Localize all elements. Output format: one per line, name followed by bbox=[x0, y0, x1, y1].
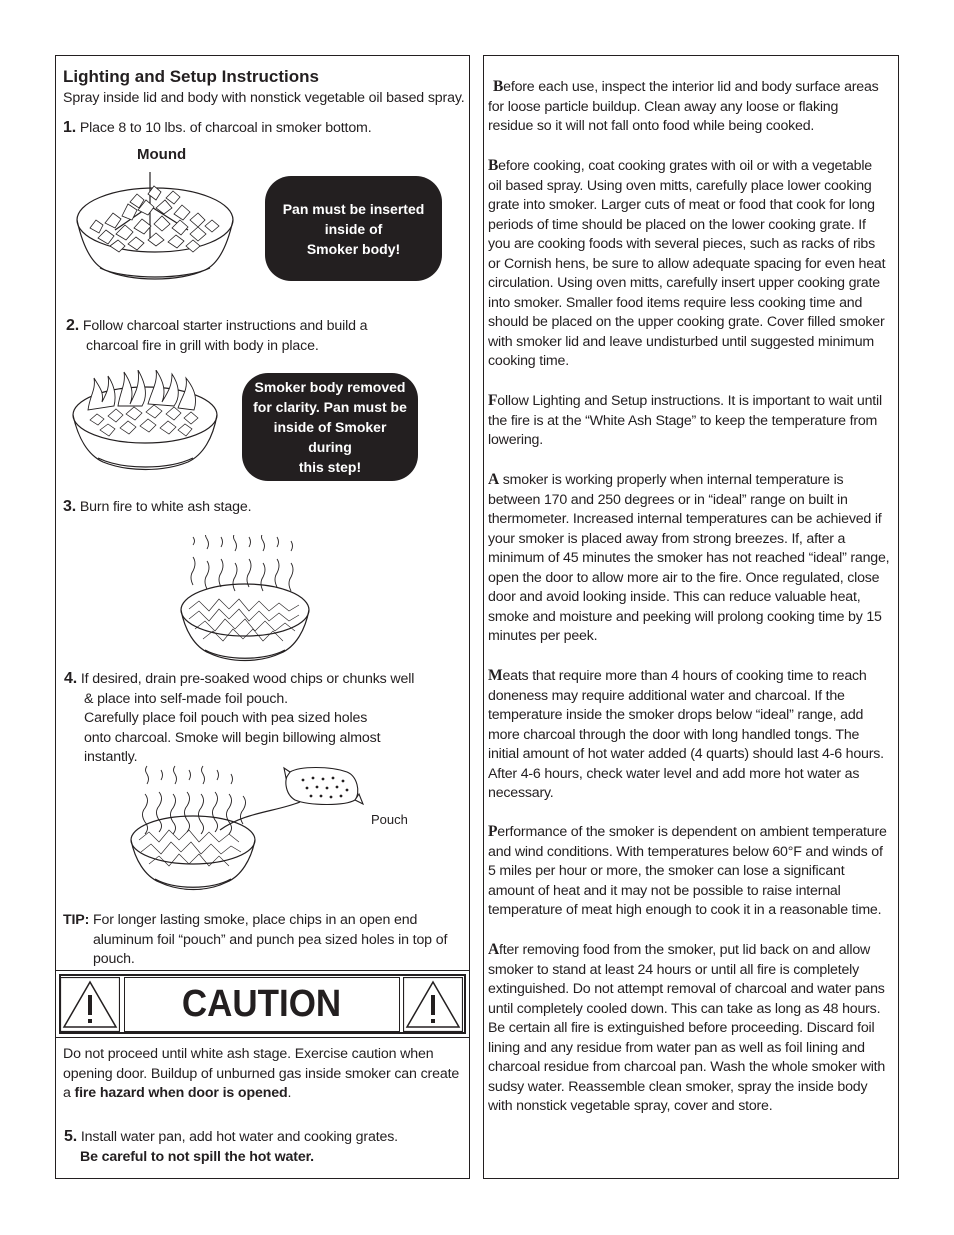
mound-label: Mound bbox=[137, 146, 187, 163]
caution-text: Do not proceed until white ash stage. Exercise caution when opening door. Buildup of unburned gas inside smoker can create a fire hazard when door is opened. bbox=[63, 1046, 460, 1101]
step-4 bbox=[64, 669, 414, 768]
step-5 bbox=[64, 1127, 398, 1167]
paragraph-working-properly: A smoker is working properly when internal temperature is between 170 and 250 degrees or in “ideal” range on built in thermometer. Increased internal temperatures can be achieved if your smoker is placed away from strong breezes. If, after a minimum of 45 minutes the smoker has not reached “ideal” range, open the door to allow more air to the fire. Once regulated, close door and avoid looking inside. This can reduce valuable heat, smoke and moisture and peeking will prolong cooking time by 15 minutes per peek. bbox=[488, 471, 890, 644]
paragraph-follow-setup: Follow Lighting and Setup instructions. It is important to wait until the fire is at the “White Ash Stage” to keep the temperature from lowering. bbox=[488, 392, 882, 448]
step-text-line1: Follow charcoal starter instructions and build a bbox=[82, 318, 368, 334]
step-text-line3: Carefully place foil pouch with pea sized holes bbox=[84, 710, 368, 726]
callout-smoker-body-removed: Smoker body removed for clarity. Pan must be inside of Smoker during this step! bbox=[242, 373, 418, 481]
step-number: 1. bbox=[63, 119, 77, 136]
step-text: Place 8 to 10 lbs. of charcoal in smoker bottom. bbox=[79, 120, 372, 136]
tip-text-line3: pouch. bbox=[93, 951, 135, 967]
section-title: Lighting and Setup Instructions bbox=[63, 67, 319, 86]
tip-text-line2: aluminum foil “pouch” and punch pea sized holes in top of bbox=[93, 931, 448, 948]
step-number: 4. bbox=[64, 670, 78, 687]
white-ash-illustration bbox=[175, 535, 315, 670]
tip-text-line1: For longer lasting smoke, place chips in an open end bbox=[93, 912, 418, 928]
step-text: Install water pan, add hot water and cooking grates. bbox=[80, 1129, 398, 1145]
warning-icon bbox=[403, 977, 463, 1032]
paragraph-performance: Performance of the smoker is dependent on ambient temperature and wind conditions. With temperatures below 60°F and winds of 5 miles per hour or more, the smoker can lose a significant amount of heat and it may not be possible to raise internal temperature of meat high enough to cook it in a reasonable time. bbox=[488, 823, 887, 918]
step-1 bbox=[63, 118, 372, 139]
foil-pouch-illustration bbox=[125, 762, 370, 902]
charcoal-fire-illustration bbox=[68, 370, 223, 475]
caution-title-box bbox=[124, 977, 400, 1032]
step-text-line4: onto charcoal. Smoke will begin billowing almost bbox=[84, 729, 381, 746]
caution-title: CAUTION bbox=[182, 983, 342, 1025]
step-number: 5. bbox=[64, 1128, 78, 1145]
step-text: Burn fire to white ash stage. bbox=[79, 499, 252, 515]
step-text-line5: instantly. bbox=[84, 749, 138, 765]
step-text-line2: & place into self-made foil pouch. bbox=[84, 690, 288, 707]
step-3 bbox=[63, 497, 251, 518]
pouch-label: Pouch bbox=[371, 812, 408, 827]
paragraph-meats: Meats that require more than 4 hours of cooking time to reach doneness may require additional water and charcoal. If the temperature inside the smoker drops below “ideal” range, add more charcoal through the door with long handled tongs. The initial amount of hot water added (4 quarts) should last 4-6 hours. After 4-6 hours, check water level and add more hot water as necessary. bbox=[488, 667, 884, 801]
charcoal-mound-illustration bbox=[70, 168, 240, 288]
warning-icon bbox=[60, 977, 120, 1032]
step-text-line2: charcoal fire in grill with body in place. bbox=[86, 337, 319, 354]
paragraph-inspection: Before each use, inspect the interior lid and body surface areas for loose particle buildup. Clean away any loose or flaking residue so it will not fall onto food while being cooked. bbox=[488, 78, 879, 134]
paragraph-after-removing: After removing food from the smoker, put lid back on and allow smoker to stand at least 24 hours or until all fire is completely extinguished. Do not attempt removal of charcoal and water pans until completely cooled down. This can take as long as 48 hours. Be certain all fire is extinguished before proceeding. Discard foil lining and any residue from water pan as well as foil lining and charcoal residue from charcoal pan. Wash the whole smoker with sudsy water. Reassemble clean smoker, spray the inside body with nonstick vegetable spray, cover and store. bbox=[488, 941, 886, 1114]
intro-text: Spray inside lid and body with nonstick vegetable oil based spray. bbox=[63, 90, 465, 106]
step-text-line1: If desired, drain pre-soaked wood chips or chunks well bbox=[80, 671, 415, 687]
paragraph-before-cooking: Before cooking, coat cooking grates with oil or with a vegetable oil based spray. Using oven mitts, carefully place lower cooking grate into smoker. Larger cuts of meat or food that cook for long periods of time should be placed on the lower cooking grate. If you are cooking foods with several pieces, such as racks of ribs or Cornish hens, be sure to allow adequate spacing for even heat circulation. Using oven mitts, carefully insert upper cooking grate into smoker. Smaller food items require less cooking time and should be placed on the upper cooking grate. Cover filled smoker with smoker lid and leave undisturbed until suggested minimum cooking time. bbox=[488, 157, 886, 369]
callout-pan-inserted: Pan must be inserted inside of Smoker body! bbox=[265, 176, 442, 281]
step-2 bbox=[66, 316, 367, 356]
step-number: 3. bbox=[63, 498, 77, 515]
tip-label: TIP: bbox=[63, 912, 90, 928]
tip bbox=[63, 911, 447, 970]
step-warning: Be careful to not spill the hot water. bbox=[80, 1148, 314, 1165]
step-number: 2. bbox=[66, 317, 80, 334]
